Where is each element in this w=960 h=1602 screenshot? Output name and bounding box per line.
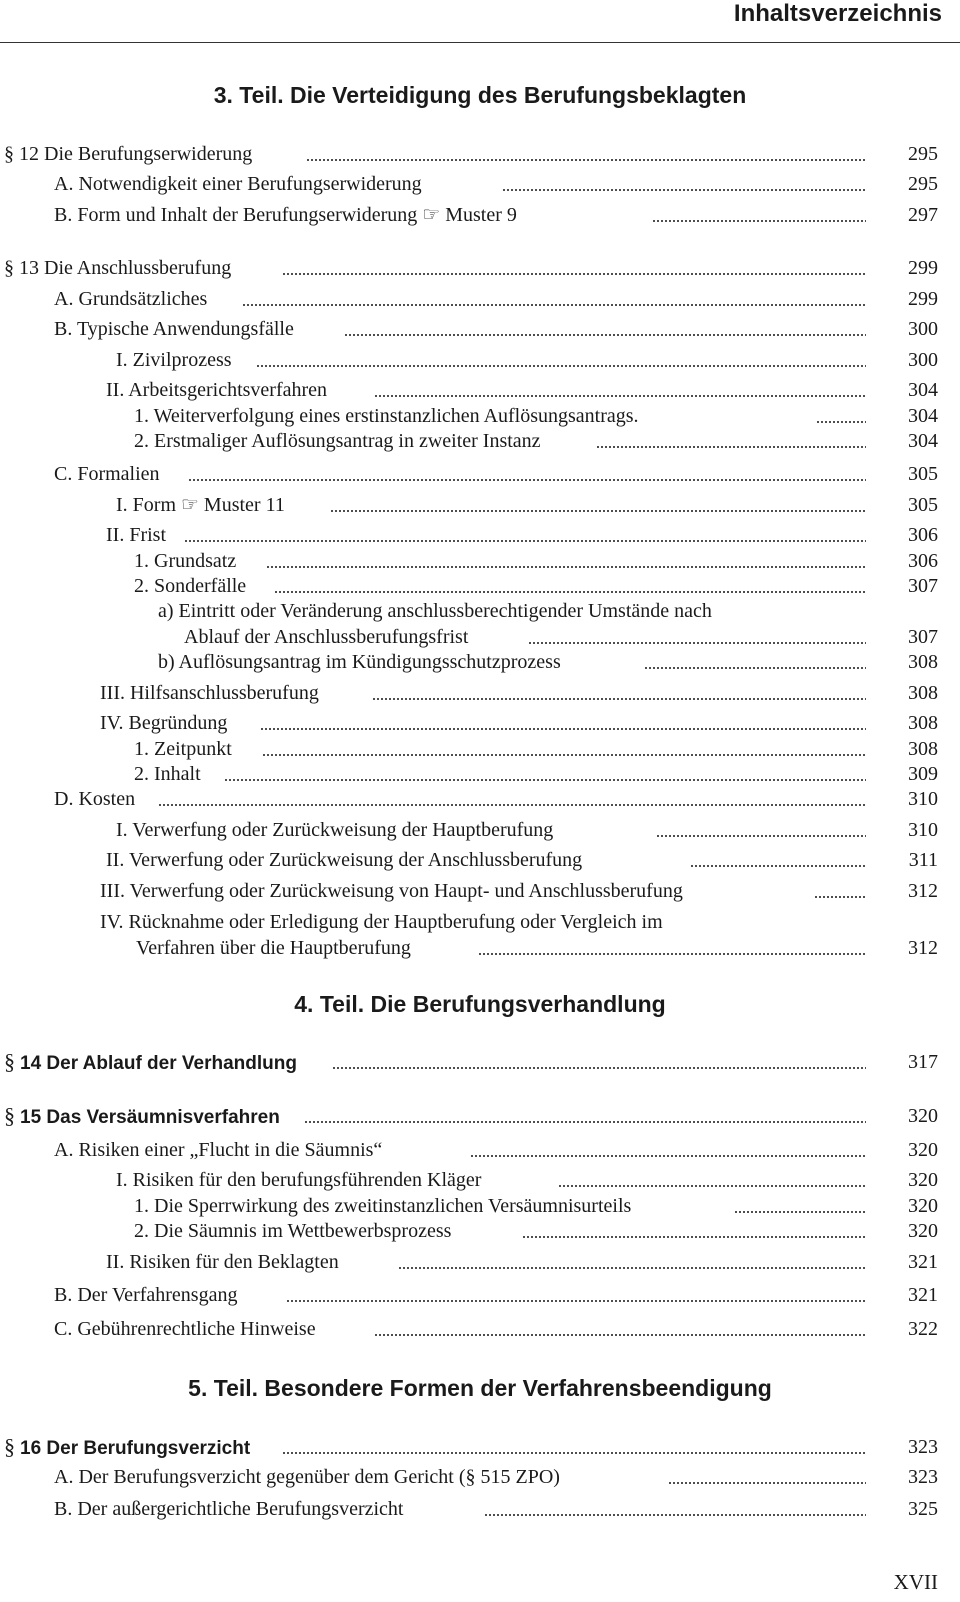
toc-entry[interactable]: 2. Die Säumnis im Wettbewerbsprozess 320 [134,1220,938,1242]
dot-leader [286,1299,866,1303]
dot-leader [652,219,866,223]
toc-entry[interactable]: I. Verwerfung oder Zurückweisung der Hauptberufung 310 [116,819,938,841]
toc-entry[interactable]: B. Form und Inhalt der Berufungserwiderung ☞ Muster 9 297 [54,204,938,226]
running-header [0,0,960,43]
toc-entry[interactable]: A. Notwendigkeit einer Berufungserwiderung 295 [54,173,938,195]
toc-entry[interactable]: 1. Zeitpunkt 308 [134,738,938,760]
page-folio: XVII [893,1570,938,1594]
dot-leader [596,445,866,449]
dot-leader [188,478,866,482]
toc-entry[interactable]: III. Verwerfung oder Zurückweisung von Haupt- und Anschlussberufung 312 [100,880,938,902]
dot-leader [690,864,866,868]
toc-entry[interactable]: A. Risiken einer „Flucht in die Säumnis“ 320 [54,1139,938,1161]
dot-leader [266,565,866,569]
toc-entry[interactable]: II. Verwerfung oder Zurückweisung der Anschlussberufung 311 [106,849,938,871]
dot-leader [374,1333,866,1337]
dot-leader [814,895,866,899]
dot-leader [282,272,866,276]
toc-entry[interactable]: II. Frist 306 [106,524,938,546]
dot-leader [274,590,866,594]
dot-leader [332,1066,866,1070]
dot-leader [558,1184,866,1188]
toc-entry[interactable]: II. Arbeitsgerichtsverfahren 304 [106,379,938,401]
toc-entry[interactable]: 1. Die Sperrwirkung des zweitinstanzlichen Versäumnisurteils 320 [134,1195,938,1217]
dot-leader [668,1481,866,1485]
toc-entry[interactable]: b) Auflösungsantrag im Kündigungsschutzprozess 308 [158,651,938,673]
toc-entry[interactable]: 2. Inhalt 309 [134,763,938,785]
dot-leader [260,727,866,731]
dot-leader [242,303,866,307]
toc-entry[interactable]: B. Der Verfahrensgang 321 [54,1284,938,1306]
toc-entry[interactable]: § 13 Die Anschlussberufung 299 [4,257,938,279]
dot-leader [470,1154,866,1158]
toc-entry[interactable]: IV. Begründung 308 [100,712,938,734]
section-sign: § [4,1103,15,1128]
toc-entry[interactable]: a) Eintritt oder Veränderung anschlussberechtigender Umstände nach [158,600,712,622]
toc-entry[interactable]: A. Der Berufungsverzicht gegenüber dem Gericht (§ 515 ZPO) 323 [54,1466,938,1488]
header-title: Inhaltsverzeichnis [733,0,942,27]
dot-leader [158,803,866,807]
dot-leader [184,539,866,543]
toc-entry[interactable]: § 14 Der Ablauf der Verhandlung 317 [4,1049,938,1074]
toc-entry[interactable]: Ablauf der Anschlussberufungsfrist 307 [184,626,938,648]
dot-leader [398,1266,866,1270]
dot-leader [344,333,866,337]
dot-leader [224,778,866,782]
toc-entry[interactable]: I. Risiken für den berufungsführenden Kläger 320 [116,1169,938,1191]
toc-entry[interactable]: 1. Weiterverfolgung eines erstinstanzlichen Auflösungsantrags. 304 [134,405,938,427]
dot-leader [304,1120,866,1124]
dot-leader [734,1210,866,1214]
section-sign: § [4,1434,15,1459]
dot-leader [484,1513,866,1517]
toc-entry[interactable]: III. Hilfsanschlussberufung 308 [100,682,938,704]
dot-leader [256,364,866,368]
toc-entry[interactable]: IV. Rücknahme oder Erledigung der Hauptberufung oder Vergleich im [100,911,663,933]
toc-entry[interactable]: B. Der außergerichtliche Berufungsverzicht 325 [54,1498,938,1520]
toc-entry[interactable]: 1. Grundsatz 306 [134,550,938,572]
dot-leader [306,158,866,162]
dot-leader [644,666,866,670]
dot-leader [656,834,866,838]
dot-leader [372,697,866,701]
toc-entry[interactable]: II. Risiken für den Beklagten 321 [106,1251,938,1273]
toc-entry[interactable]: 2. Sonderfälle 307 [134,575,938,597]
toc-entry[interactable]: I. Zivilprozess 300 [116,349,938,371]
dot-leader [282,1451,866,1455]
part-heading-3: 3. Teil. Die Verteidigung des Berufungsbeklagten [213,82,747,108]
toc-entry[interactable]: Verfahren über die Hauptberufung 312 [136,937,938,959]
dot-leader [816,420,866,424]
dot-leader [374,394,866,398]
toc-entry[interactable]: B. Typische Anwendungsfälle 300 [54,318,938,340]
dot-leader [502,188,866,192]
dot-leader [522,1235,866,1239]
toc-entry[interactable]: C. Formalien 305 [54,463,938,485]
toc-entry[interactable]: § 12 Die Berufungserwiderung 295 [4,143,938,165]
toc-entry[interactable]: C. Gebührenrechtliche Hinweise 322 [54,1318,938,1340]
toc-entry[interactable]: § 16 Der Berufungsverzicht 323 [4,1434,938,1459]
part-heading-4: 4. Teil. Die Berufungsverhandlung [294,991,666,1017]
section-sign: § [4,1049,15,1074]
dot-leader [330,509,866,513]
toc-entry[interactable]: D. Kosten 310 [54,788,938,810]
part-heading-5: 5. Teil. Besondere Formen der Verfahrensbeendigung [188,1375,772,1401]
dot-leader [262,753,866,757]
dot-leader [478,952,866,956]
toc-entry[interactable]: § 15 Das Versäumnisverfahren 320 [4,1103,938,1128]
toc-entry[interactable]: A. Grundsätzliches 299 [54,288,938,310]
toc-entry[interactable]: I. Form ☞ Muster 11 305 [116,494,938,516]
toc-entry[interactable]: 2. Erstmaliger Auflösungsantrag in zweiter Instanz 304 [134,430,938,452]
dot-leader [528,641,866,645]
